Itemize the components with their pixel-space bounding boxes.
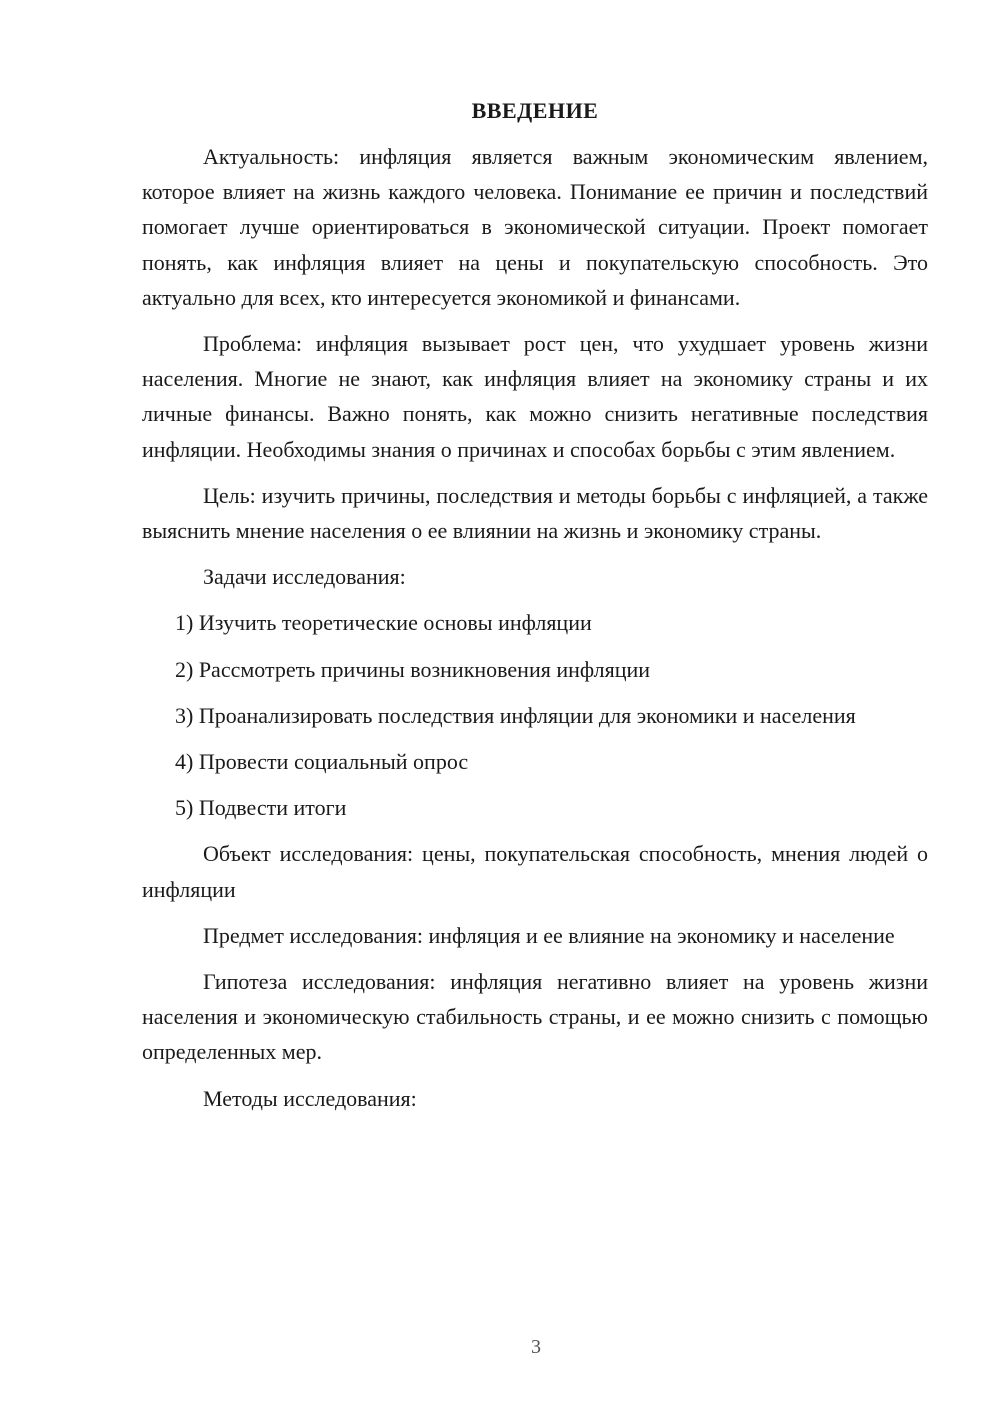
task-item-4: 4) Провести социальный опрос — [175, 749, 469, 775]
page-number: 3 — [531, 1336, 541, 1358]
paragraph-goal: Цель: изучить причины, последствия и методы борьбы с инфляцией, а также выяснить мнение населения о ее влиянии на жизнь и экономику страны. — [142, 482, 928, 544]
task-item-2: 2) Рассмотреть причины возникновения инфляции — [175, 656, 651, 682]
paragraph-subject: Предмет исследования: инфляция и ее влияние на экономику и население — [203, 922, 895, 948]
task-item-5: 5) Подвести итоги — [175, 795, 347, 821]
methods-heading: Методы исследования: — [203, 1085, 417, 1111]
tasks-heading: Задачи исследования: — [203, 564, 406, 590]
paragraph-relevance: Актуальность: инфляция является важным экономическим явлением, которое влияет на жизнь каждого человека. Понимание ее причин и последствий помогает лучше ориентироваться в экономической ситуации. Проект помогает понять, как инфляция влияет на цены и покупательскую способность. Это актуально для всех, кто интересуется экономикой и финансами. — [142, 144, 928, 310]
paragraph-object: Объект исследования: цены, покупательская способность, мнения людей о инфляции — [142, 841, 928, 902]
paragraph-hypothesis: Гипотеза исследования: инфляция негативно влияет на уровень жизни населения и экономическую стабильность страны, и ее можно снизить с помощью определенных мер. — [142, 969, 928, 1065]
page-content — [142, 96, 928, 1127]
task-item-3: 3) Проанализировать последствия инфляции для экономики и населения — [175, 702, 856, 728]
paragraph-problem: Проблема: инфляция вызывает рост цен, что ухудшает уровень жизни населения. Многие не знают, как инфляция влияет на экономику страны и их личные финансы. Важно понять, как можно снизить негативные последствия инфляции. Необходимы знания о причинах и способах борьбы с этим явлением. — [142, 331, 928, 462]
page-title: ВВЕДЕНИЕ — [471, 98, 599, 123]
task-item-1: 1) Изучить теоретические основы инфляции — [175, 610, 592, 636]
